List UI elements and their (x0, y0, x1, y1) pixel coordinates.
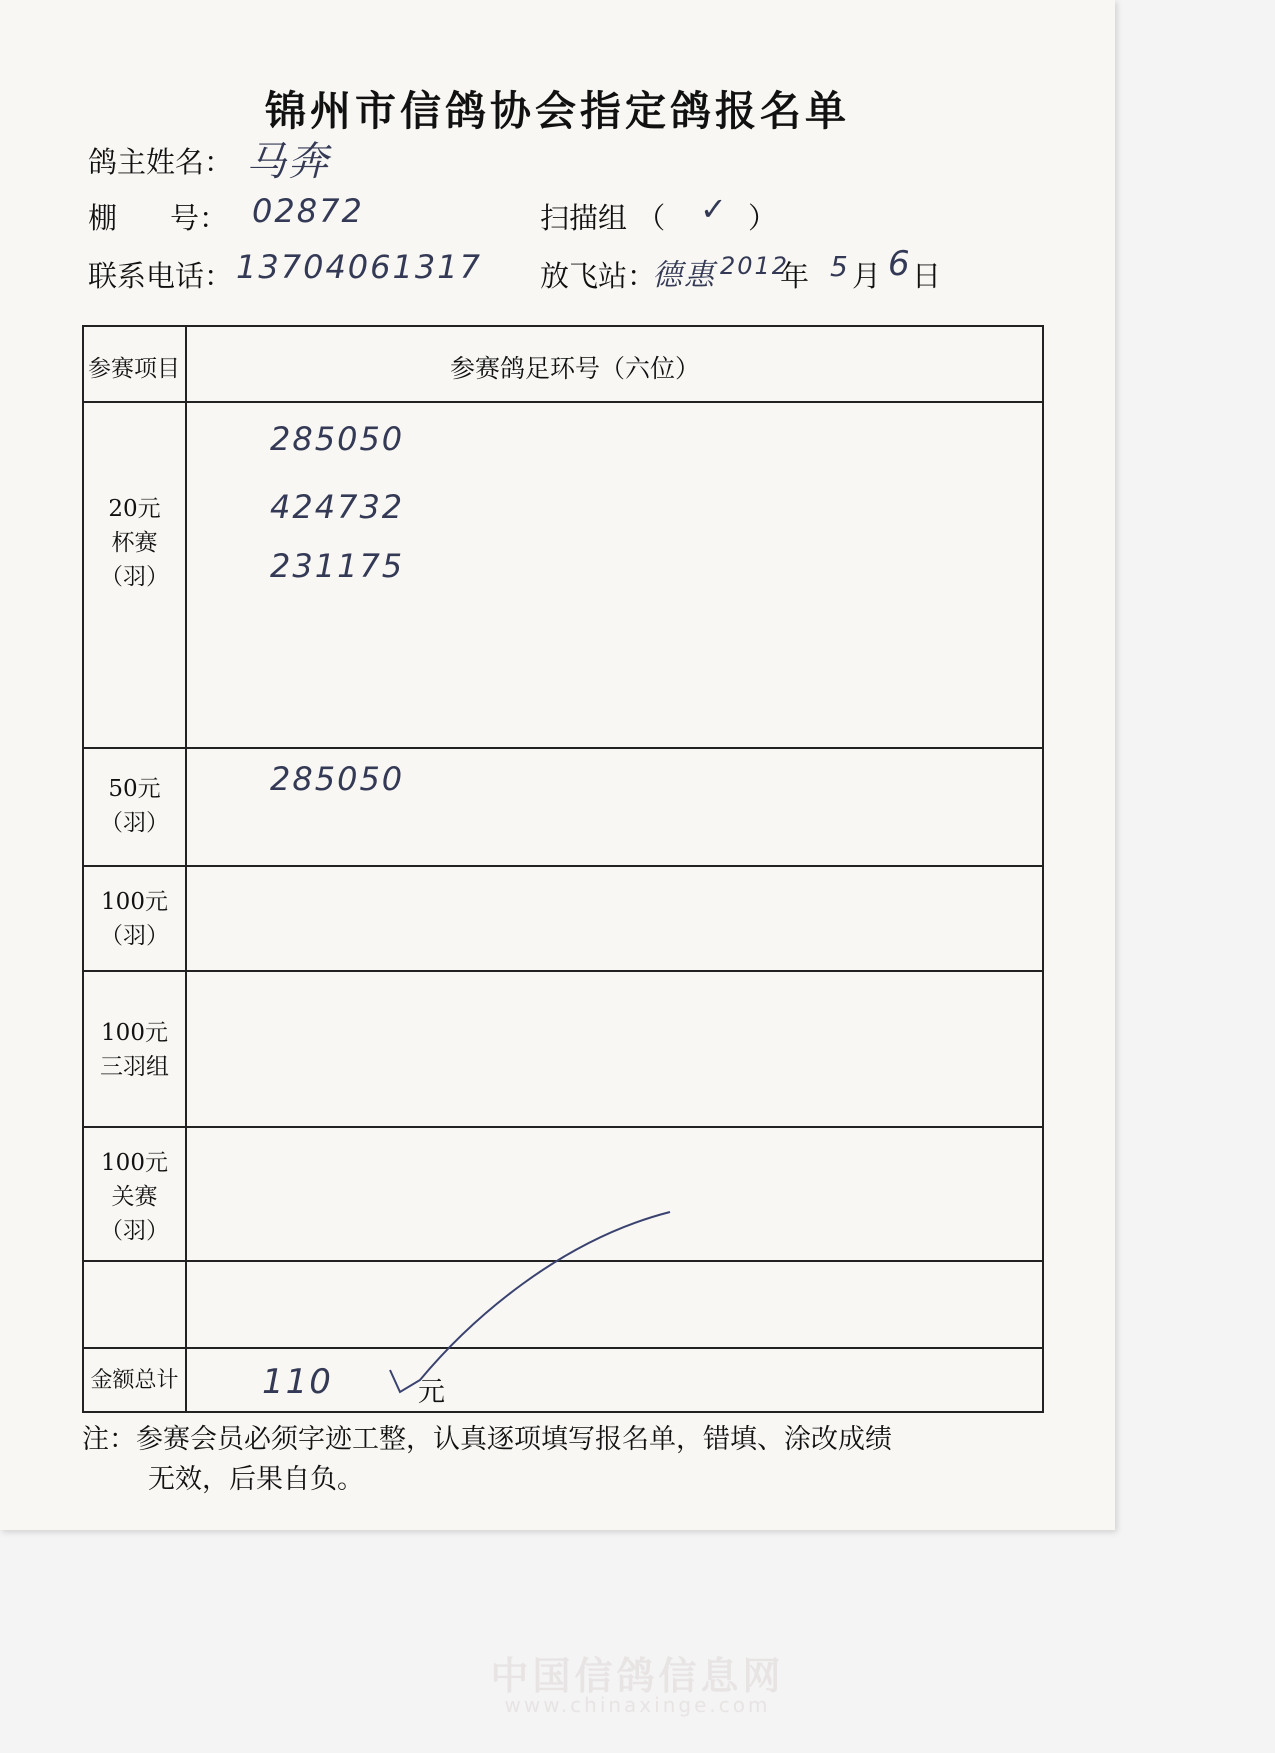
category-cell: 50元 （羽） (100, 776, 169, 836)
owner-name-value: 马奔 (246, 139, 330, 185)
form-title: 锦州市信鸽协会指定鸽报名单 (265, 87, 850, 135)
total-amount-unit: 元 (418, 1377, 445, 1408)
note-line-1: 注：参赛会员必须字迹工整，认真逐项填写报名单，错填、涂改成绩 (82, 1424, 892, 1455)
ring-number-column-header: 参赛鸽足环号（六位） (450, 354, 701, 383)
watermark-site-url: www.chinaxinge.com (504, 1693, 771, 1717)
release-day-value: 6 (888, 244, 912, 284)
category-cell: 20元 杯赛 （羽） (100, 496, 169, 590)
loft-number-label-b: 号： (170, 201, 229, 235)
loft-number-label-a: 棚 (88, 201, 118, 235)
phone-label: 联系电话： (88, 259, 234, 293)
phone-value: 13704061317 (236, 248, 482, 286)
scan-group-check: ✓ (700, 190, 729, 228)
ring-number: 424732 (270, 488, 405, 526)
category-cell: 100元 三羽组 (100, 1020, 169, 1080)
scan-group-close: ） (748, 201, 778, 235)
release-month-value: 5 (830, 250, 850, 283)
category-column-header: 参赛项目 (88, 356, 180, 382)
category-cell: 100元 （羽） (100, 889, 169, 949)
total-amount-value: 110 (262, 1362, 333, 1402)
release-station-value: 德惠 (652, 258, 716, 293)
loft-number-value: 02872 (252, 192, 364, 230)
scan-group-label: 扫描组 （ (540, 201, 666, 235)
note-line-2: 无效，后果自负。 (148, 1464, 364, 1495)
release-station-label: 放飞站： (540, 259, 657, 293)
year-label: 年 (780, 259, 810, 293)
ring-number: 231175 (270, 547, 405, 585)
watermark-site-name: 中国信鸽信息网 (490, 1654, 785, 1698)
ring-number: 285050 (270, 760, 405, 798)
total-amount-label: 金额总计 (90, 1368, 179, 1393)
form-note (82, 1420, 1062, 1500)
day-label: 日 (912, 259, 942, 293)
category-cell: 100元 关赛 （羽） (100, 1150, 169, 1244)
owner-name-label: 鸽主姓名： (88, 145, 234, 179)
ring-number: 285050 (270, 420, 405, 458)
release-year-value: 2012 (720, 252, 790, 280)
month-label: 月 (852, 259, 882, 293)
